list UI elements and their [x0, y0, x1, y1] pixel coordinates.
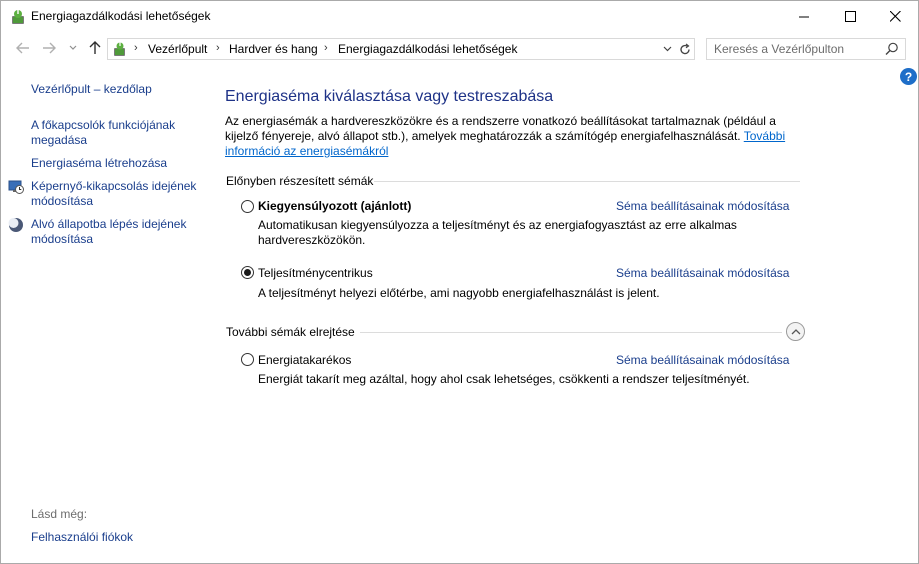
- plan-high-performance-name[interactable]: Teljesítménycentrikus: [258, 266, 373, 280]
- back-button[interactable]: [13, 38, 33, 58]
- refresh-icon: [679, 43, 691, 56]
- close-icon: [890, 11, 901, 22]
- collapse-button[interactable]: [786, 322, 805, 341]
- arrow-up-icon: [89, 41, 101, 55]
- monitor-clock-icon: [8, 179, 24, 195]
- plan-high-performance-settings-link[interactable]: Séma beállításainak módosítása: [616, 266, 790, 280]
- plan-balanced-description: Automatikusan kiegyensúlyozza a teljesítményt és az energiafogyasztást az erre alkalmas hardvereszközökön.: [258, 218, 737, 247]
- window-title: Energiagazdálkodási lehetőségek: [31, 9, 211, 23]
- breadcrumb-separator: ›: [134, 42, 138, 54]
- plan-high-performance-radio[interactable]: [241, 266, 254, 279]
- sidebar-item-power-buttons[interactable]: A főkapcsolók funkciójának megadása: [31, 118, 176, 147]
- breadcrumb-control-panel[interactable]: Vezérlőpult: [148, 42, 208, 56]
- up-button[interactable]: [85, 38, 105, 58]
- plan-high-performance-description: A teljesítményt helyezi előtérbe, ami nagyobb energiafelhasználást is jelent.: [258, 286, 660, 300]
- plan-balanced-name[interactable]: Kiegyensúlyozott (ajánlott): [258, 199, 412, 213]
- intro-text: [225, 114, 810, 159]
- close-button[interactable]: [872, 1, 918, 31]
- plan-power-saver-radio[interactable]: [241, 353, 254, 366]
- maximize-icon: [845, 11, 856, 22]
- chevron-down-icon: [663, 46, 672, 52]
- minimize-button[interactable]: [781, 1, 827, 31]
- recent-locations-button[interactable]: [63, 38, 83, 58]
- sidebar-item-sleep[interactable]: Alvó állapotba lépés idejének módosítása: [31, 217, 187, 246]
- breadcrumb-separator[interactable]: ›: [216, 42, 220, 54]
- search-box[interactable]: [706, 38, 906, 60]
- divider: [360, 332, 782, 333]
- maximize-button[interactable]: [827, 1, 873, 31]
- breadcrumb-power-options[interactable]: Energiagazdálkodási lehetőségek: [338, 42, 518, 56]
- search-icon: [885, 42, 899, 56]
- page-title: Energiaséma kiválasztása vagy testreszabása: [225, 88, 554, 105]
- plan-power-saver-name[interactable]: Energiatakarékos: [258, 353, 352, 367]
- address-bar[interactable]: [107, 38, 695, 60]
- help-icon[interactable]: ?: [900, 68, 917, 85]
- arrow-right-icon: [42, 42, 56, 54]
- divider: [374, 181, 800, 182]
- minimize-icon: [799, 11, 810, 22]
- control-panel-icon: [112, 41, 129, 58]
- plan-balanced-radio[interactable]: [241, 200, 254, 213]
- navigation-bar: [1, 34, 918, 64]
- sidebar-item-display-off[interactable]: Képernyő-kikapcsolás idejének módosítása: [31, 179, 197, 208]
- forward-button[interactable]: [39, 38, 59, 58]
- chevron-up-icon: [791, 328, 801, 335]
- preferred-plans-header: Előnyben részesített sémák: [226, 174, 374, 188]
- refresh-button[interactable]: [678, 41, 692, 57]
- intro-description: Az energiasémák a hardvereszközökre és a rendszerre vonatkozó beállításokat tartalmaznak (például a kijelző fényereje, alvó állapot stb.), amelyek meghatározzák a számítógép energiafelhasználását.: [225, 114, 776, 143]
- more-info-link[interactable]: További információ az energiasémákról: [225, 129, 786, 158]
- see-also-user-accounts[interactable]: Felhasználói fiókok: [31, 530, 134, 544]
- search-input[interactable]: [707, 39, 882, 59]
- plan-power-saver-settings-link[interactable]: Séma beállításainak módosítása: [616, 353, 790, 367]
- hidden-plans-header[interactable]: További sémák elrejtése: [226, 325, 355, 339]
- breadcrumb-separator[interactable]: ›: [324, 42, 328, 54]
- chevron-down-icon: [69, 45, 77, 51]
- title-bar: [1, 1, 918, 32]
- moon-icon: [8, 217, 24, 233]
- arrow-left-icon: [16, 42, 30, 54]
- plan-power-saver-description: Energiát takarít meg azáltal, hogy ahol csak lehetséges, csökkenti a rendszer teljesítményét.: [258, 372, 750, 386]
- power-options-icon: [9, 8, 27, 26]
- see-also-label: Lásd még:: [31, 507, 88, 521]
- plan-balanced-settings-link[interactable]: Séma beállításainak módosítása: [616, 199, 790, 213]
- breadcrumb-hardware-sound[interactable]: Hardver és hang: [229, 42, 318, 56]
- sidebar-item-create-plan[interactable]: Energiaséma létrehozása: [31, 156, 168, 170]
- address-dropdown-button[interactable]: [660, 42, 674, 56]
- sidebar-home-link[interactable]: Vezérlőpult – kezdőlap: [31, 82, 152, 96]
